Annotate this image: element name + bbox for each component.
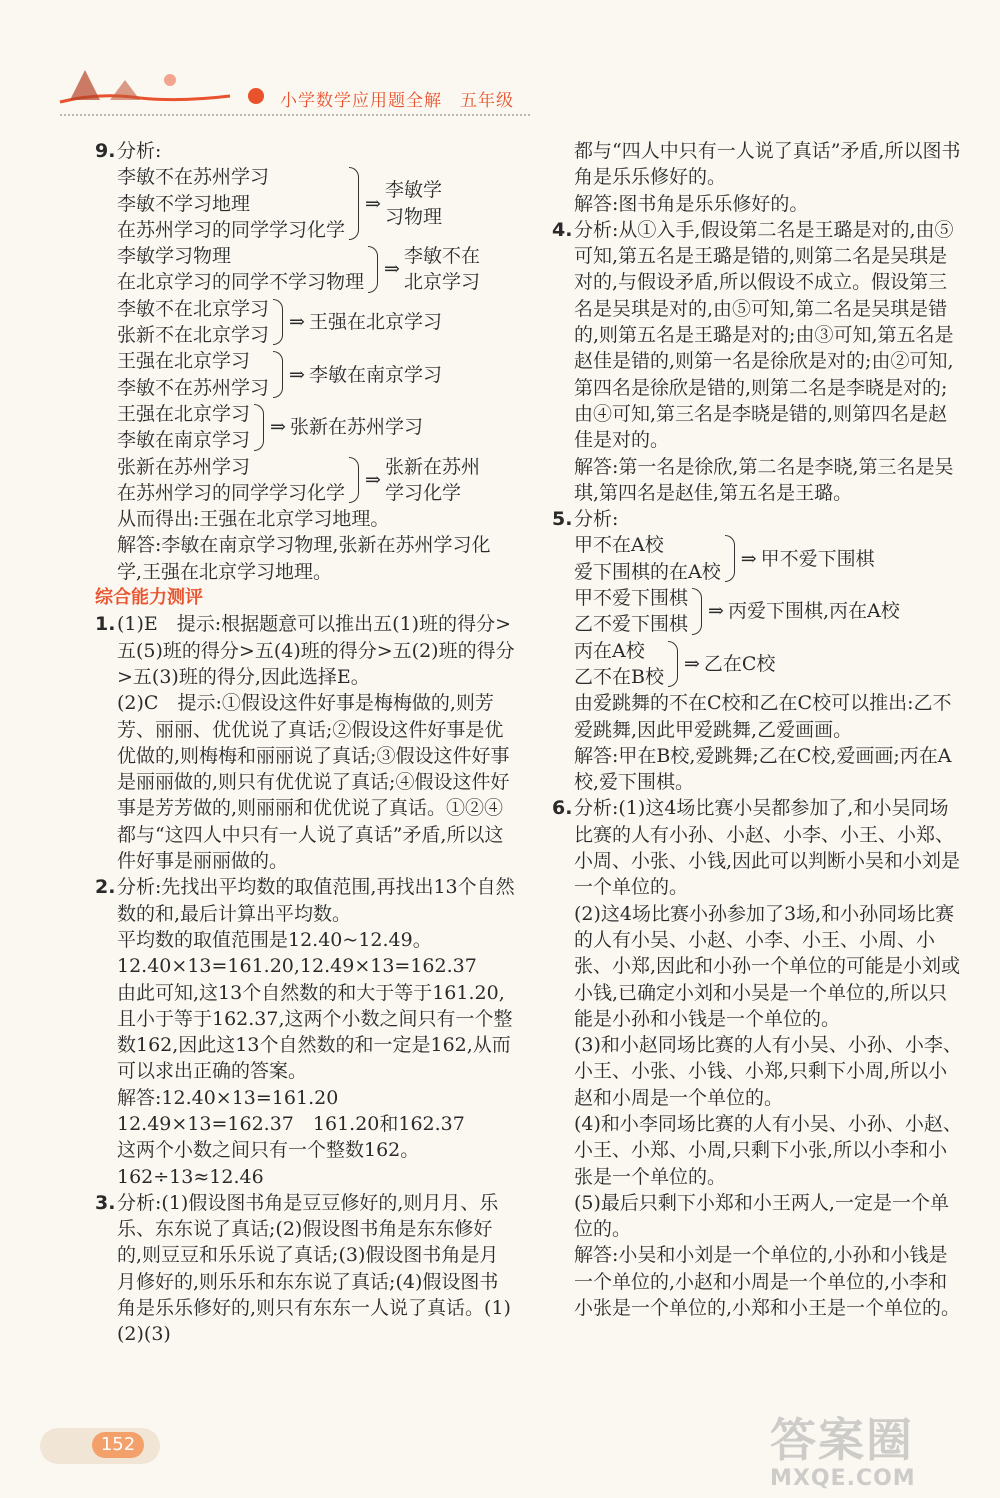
brace-icon — [273, 351, 283, 398]
analysis-label: 分析: — [574, 508, 619, 531]
deduction-result — [741, 546, 875, 572]
deduction-result — [365, 177, 442, 230]
result-line: 张新在苏州 — [384, 455, 480, 478]
premise: 张新在苏州学习 — [117, 455, 251, 478]
question-number: 3. — [95, 1191, 116, 1214]
paragraph: 这两个小数之间只有一个整数162。 — [117, 1139, 420, 1162]
premise-list — [117, 243, 364, 296]
left-column — [95, 138, 515, 1348]
paragraph: (4)和小李同场比赛的人有小吴、小孙、小赵、小王、小郑、小周,只剩下小张,所以小李和小张是一个单位的。 — [574, 1112, 962, 1188]
deduction-result — [684, 651, 775, 677]
result-line: 王强在北京学习 — [308, 310, 442, 333]
paragraph: (2)C 提示:①假设这件好事是梅梅做的,则芳芳、丽丽、优优说了真话;②假设这件好事是优优做的,则梅梅和丽丽说了真话;③假设这件好事是丽丽做的,则只有优优说了真话;④假设这件好事是芳芳做的,则丽丽和优优说了真话。①②④都与“这四人中只有一人说了真话”矛盾,所以这件好事是丽丽做的。 — [117, 692, 510, 873]
result-line: 乙在C校 — [703, 652, 776, 675]
implies-arrow-icon: ⇒ — [289, 363, 305, 386]
deduction-group — [117, 401, 515, 454]
implies-arrow-icon: ⇒ — [740, 547, 757, 570]
premise: 在苏州学习的同学学习化学 — [117, 218, 346, 241]
paragraph: 解答:甲在B校,爱跳舞;乙在C校,爱画画;丙在A校,爱下围棋。 — [574, 744, 952, 794]
brace-icon — [692, 588, 702, 635]
deduction-result — [270, 414, 423, 440]
premise: 李敏不在北京学习 — [117, 297, 270, 320]
premise: 李敏不在苏州学习 — [117, 376, 270, 399]
brace-icon — [725, 535, 735, 582]
deduction-group — [117, 296, 515, 349]
premise-list — [117, 454, 345, 507]
result-lines — [385, 454, 480, 507]
question-1 — [95, 611, 515, 874]
premise: 李敏学习物理 — [117, 245, 232, 268]
question-5 — [552, 506, 962, 532]
q5-deduction-groups — [552, 532, 962, 690]
header-dot-icon — [248, 88, 264, 104]
result-lines — [290, 414, 423, 440]
premise: 乙不爱下围棋 — [574, 613, 689, 636]
deduction-group — [117, 164, 515, 243]
paragraph: 解答:第一名是徐欣,第二名是李晓,第三名是吴琪,第四名是赵佳,第五名是王璐。 — [574, 455, 954, 504]
premise: 甲不在A校 — [574, 534, 664, 557]
paragraph: (2)这4场比赛小孙参加了3场,和小孙同场比赛的人有小吴、小赵、小李、小王、小周、小张、小郑,因此和小孙一个单位的可能是小刘或小钱,已确定小刘和小吴是一个单位的,所以只能是小孙和小钱是一个单位的。 — [574, 902, 961, 1030]
section-title: 综合能力测评 — [95, 587, 203, 609]
deduction-group — [574, 638, 962, 691]
brace-icon — [273, 299, 283, 346]
q9-conclusion: 从而得出:王强在北京学习地理。 — [117, 508, 390, 531]
premise: 王强在北京学习 — [117, 402, 251, 425]
right-column — [552, 138, 962, 1321]
premise: 甲不爱下围棋 — [574, 587, 689, 610]
analysis-label: 分析: — [117, 140, 162, 162]
deduction-group — [117, 243, 515, 296]
question-number: 5. — [552, 508, 573, 531]
watermark — [770, 1404, 985, 1494]
page-number: 152 — [92, 1432, 144, 1458]
paragraph: (3)和小赵同场比赛的人有小吴、小孙、小李、小王、小张、小钱、小郑,只剩下小周,所以小赵和小周是一个单位的。 — [574, 1034, 962, 1109]
question-number: 1. — [95, 613, 116, 636]
paragraph: 平均数的取值范围是12.40~12.49。 — [117, 928, 432, 951]
premise-list — [117, 296, 269, 349]
result-line: 李敏学 — [384, 179, 442, 202]
result-lines — [309, 309, 442, 335]
premise: 在苏州学习的同学学习化学 — [117, 481, 346, 504]
watermark-cn: 答案圈 — [770, 1413, 914, 1467]
premise: 李敏不学习地理 — [117, 192, 251, 215]
result-lines — [728, 598, 900, 624]
question-3 — [95, 1190, 515, 1348]
header-decoration — [40, 40, 240, 110]
premise: 丙在A校 — [574, 639, 645, 662]
header-title: 小学数学应用题全解 五年级 — [280, 91, 514, 111]
implies-arrow-icon: ⇒ — [270, 416, 286, 439]
paragraph: 由爱跳舞的不在C校和乙在C校可以推出:乙不爱跳舞,因此甲爱跳舞,乙爱画画。 — [574, 692, 952, 741]
implies-arrow-icon: ⇒ — [365, 468, 381, 491]
q9-answer: 解答:李敏在南京学习物理,张新在苏州学习化学,王强在北京学习地理。 — [117, 534, 491, 583]
result-lines — [404, 243, 480, 296]
paragraph: (1)E 提示:根据题意可以推出五(1)班的得分>五(5)班的得分>五(4)班的得分>五(2)班的得分>五(3)班的得分,因此选择E。 — [117, 613, 515, 688]
implies-arrow-icon: ⇒ — [365, 192, 381, 215]
paragraph: 12.49×13=162.37 161.20和162.37 — [117, 1112, 465, 1135]
paragraph: (5)最后只剩下小郑和小王两人,一定是一个单位的。 — [574, 1191, 949, 1241]
premise: 李敏不在苏州学习 — [117, 166, 270, 189]
implies-arrow-icon: ⇒ — [289, 310, 305, 333]
watermark-en: MXQE.COM — [770, 1466, 916, 1491]
deduction-result — [708, 598, 900, 624]
premise: 王强在北京学习 — [117, 350, 251, 373]
paragraph: 分析:从①入手,假设第二名是王璐是对的,由⑤可知,第五名是王璐是错的,则第二名是吴琪是对的,与假设矛盾,所以假设不成立。假设第三名是吴琪是对的,由⑤可知,第二名是吴琪是错的,则第五名是王璐是对的;由③可知,第五名是赵佳是错的,则第一名是徐欣是对的;由②可知,第四名是徐欣是错的,则第二名是李晓是对的;由④可知,第三名是李晓是错的,则第四名是赵佳是对的。 — [574, 218, 954, 452]
result-line: 甲不爱下围棋 — [760, 547, 875, 570]
deduction-result — [289, 309, 442, 335]
paragraph: 分析:先找出平均数的取值范围,再找出13个自然数的和,最后计算出平均数。 — [117, 876, 515, 925]
brace-icon — [349, 457, 359, 504]
premise: 在北京学习的同学不学习物理 — [117, 271, 365, 294]
paragraph: 解答:图书角是乐乐修好的。 — [574, 192, 809, 215]
question-number: 2. — [95, 876, 116, 899]
brace-icon — [668, 641, 678, 688]
deduction-group — [117, 348, 515, 401]
result-line: 丙爱下围棋,丙在A校 — [727, 600, 900, 623]
implies-arrow-icon: ⇒ — [683, 652, 700, 675]
question-number: 6. — [552, 797, 573, 820]
header-divider — [60, 114, 530, 116]
brace-icon — [349, 167, 359, 240]
premise-list — [574, 638, 664, 691]
deduction-group — [574, 585, 962, 638]
paragraph: 分析:(1)这4场比赛小吴都参加了,和小吴同场比赛的人有小孙、小赵、小李、小王、小郑、小周、小张、小钱,因此可以判断小吴和小刘是一个单位的。 — [574, 797, 961, 899]
result-line: 学习化学 — [384, 481, 461, 504]
implies-arrow-icon: ⇒ — [708, 600, 724, 623]
question-2 — [95, 874, 515, 1190]
premise: 乙不在B校 — [574, 665, 664, 688]
q9-deduction-groups — [95, 164, 515, 506]
premise-list — [117, 348, 269, 401]
result-lines — [704, 651, 776, 677]
deduction-result — [289, 362, 442, 388]
premise-list — [117, 164, 345, 243]
paragraph: 由此可知,这13个自然数的和大于等于161.20,且小于等于162.37,这两个小数之间只有一个整数162,因此这13个自然数的和一定是162,从而可以求出正确的答案。 — [117, 981, 513, 1083]
paragraph: 解答:小吴和小刘是一个单位的,小孙和小钱是一个单位的,小赵和小周是一个单位的,小李和小张是一个单位的,小郑和小王是一个单位的。 — [574, 1244, 961, 1320]
question-number: 4. — [552, 218, 573, 241]
result-lines — [761, 546, 875, 572]
paragraph: 162÷13≈12.46 — [117, 1165, 264, 1188]
deduction-result — [365, 454, 480, 507]
premise: 张新不在北京学习 — [117, 324, 270, 347]
paragraph: 分析:(1)假设图书角是豆豆修好的,则月月、乐乐、东东说了真话;(2)假设图书角是东东修好的,则豆豆和乐乐说了真话;(3)假设图书角是月月修好的,则乐乐和东东说了真话;(4)假设图书角是乐乐修好的,则只有东东一人说了真话。(1)(2)(3) — [117, 1191, 511, 1346]
result-line: 习物理 — [384, 205, 442, 228]
result-line: 李敏在南京学习 — [308, 363, 442, 386]
question-9 — [95, 138, 515, 164]
question-6 — [552, 795, 962, 1321]
brace-icon — [368, 246, 378, 293]
paragraph: 解答:12.40×13=161.20 — [117, 1086, 339, 1109]
deduction-group — [574, 532, 962, 585]
deduction-group — [117, 454, 515, 507]
deduction-result — [384, 243, 480, 296]
premise: 李敏在南京学习 — [117, 429, 251, 452]
brace-icon — [254, 404, 264, 451]
question-4 — [552, 217, 962, 506]
premise: 爱下围棋的在A校 — [574, 560, 721, 583]
result-lines — [309, 362, 442, 388]
question-number: 9. — [95, 140, 116, 162]
result-line: 李敏不在 — [403, 245, 480, 268]
premise-list — [117, 401, 250, 454]
result-line: 北京学习 — [403, 271, 480, 294]
paragraph: 都与“四人中只有一人说了真话”矛盾,所以图书角是乐乐修好的。 — [574, 140, 961, 189]
implies-arrow-icon: ⇒ — [384, 258, 400, 281]
result-lines — [385, 177, 442, 230]
result-line: 张新在苏州学习 — [289, 416, 423, 439]
paragraph: 12.40×13=161.20,12.49×13=162.37 — [117, 955, 477, 978]
premise-list — [574, 532, 721, 585]
premise-list — [574, 585, 688, 638]
